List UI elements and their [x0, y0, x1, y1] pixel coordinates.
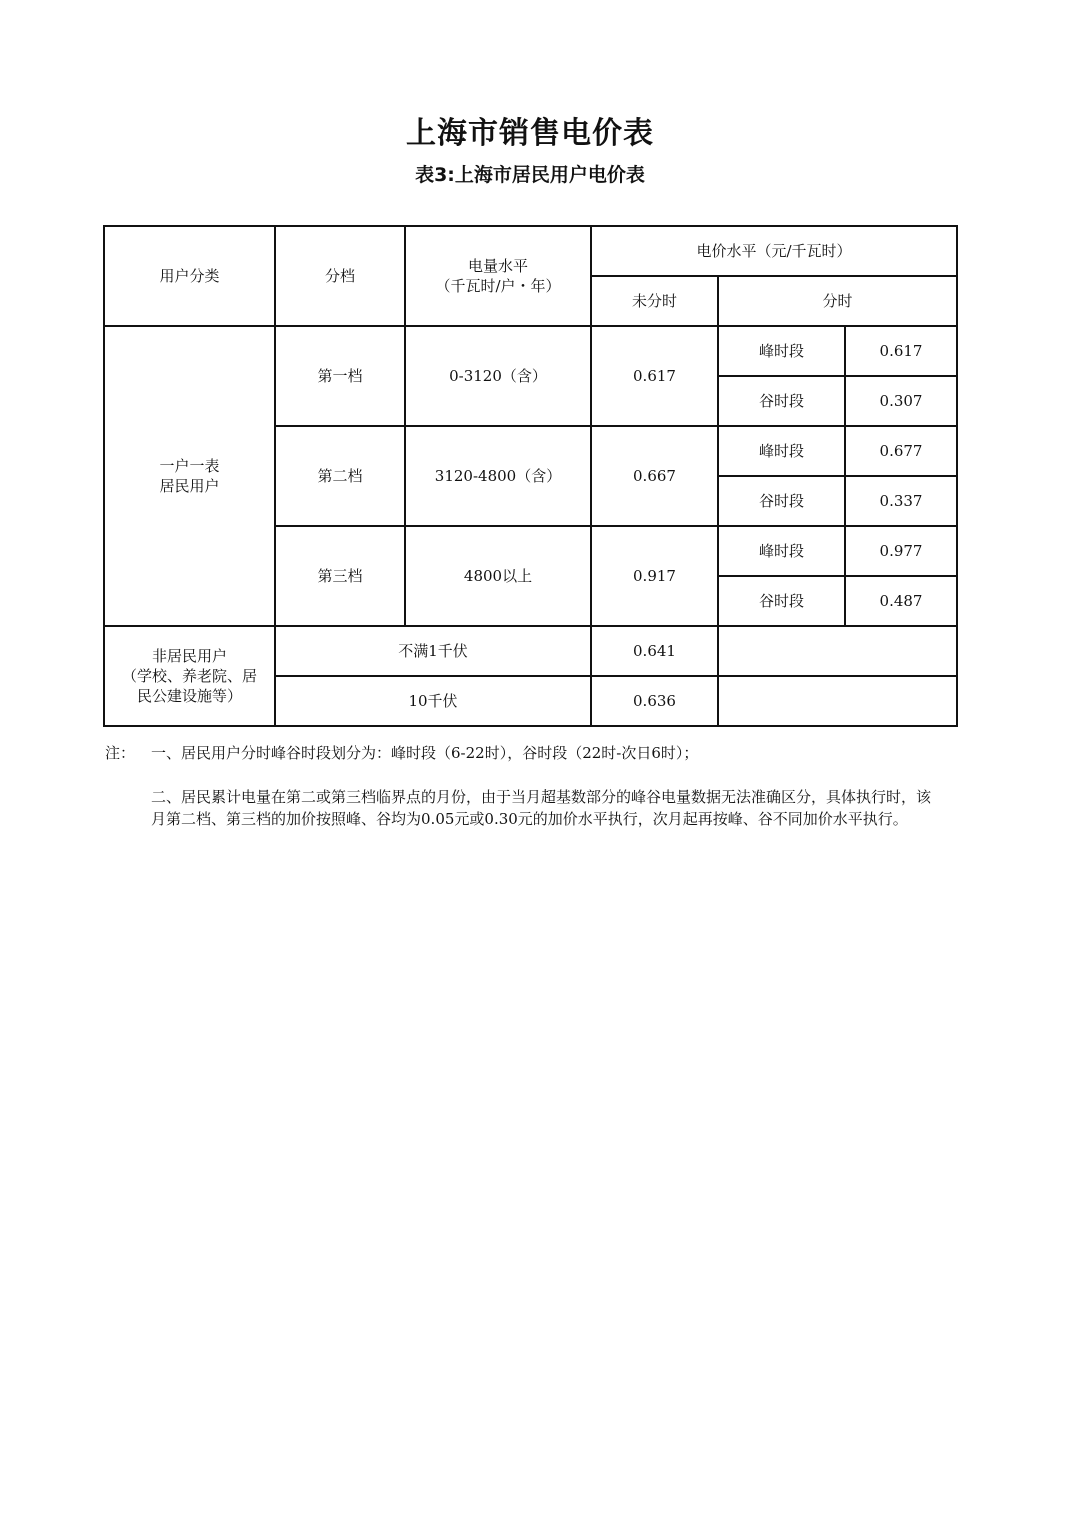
header-volume-line1: 电量水平: [467, 257, 528, 275]
capacity-label: 10千伏: [275, 676, 591, 726]
header-volume-line2: （千瓦时/户・年）: [435, 277, 561, 295]
tier-name: 第一档: [275, 326, 405, 426]
tier-name: 第三档: [275, 526, 405, 626]
empty-cell: [718, 626, 957, 676]
table-row: [104, 326, 957, 376]
tier-name: 第二档: [275, 426, 405, 526]
tier-flat-price: 0.667: [591, 426, 718, 526]
price-table: [103, 225, 958, 727]
header-non-tou: 未分时: [591, 276, 718, 326]
capacity-label: 不满1千伏: [275, 626, 591, 676]
tier-flat-price: 0.617: [591, 326, 718, 426]
header-tou: 分时: [718, 276, 957, 326]
valley-label: 谷时段: [718, 376, 845, 426]
peak-label: 峰时段: [718, 426, 845, 476]
valley-price: 0.337: [845, 476, 957, 526]
header-volume: [405, 226, 591, 326]
non-residential-category: [104, 626, 275, 726]
tier-range: 4800以上: [405, 526, 591, 626]
header-tier: 分档: [275, 226, 405, 326]
peak-price: 0.677: [845, 426, 957, 476]
tier-range: 3120-4800（含）: [405, 426, 591, 526]
note-1: [105, 742, 945, 764]
capacity-price: 0.636: [591, 676, 718, 726]
tier-range: 0-3120（含）: [405, 326, 591, 426]
notes-prefix: 注：: [105, 744, 136, 762]
peak-price: 0.617: [845, 326, 957, 376]
residential-category: [104, 326, 275, 626]
valley-price: 0.487: [845, 576, 957, 626]
peak-label: 峰时段: [718, 526, 845, 576]
residential-label-line1: 一户一表: [159, 457, 220, 475]
valley-price: 0.307: [845, 376, 957, 426]
non-residential-label-line1: 非居民用户: [151, 647, 227, 665]
note-1-text: 一、居民用户分时峰谷时段划分为：峰时段（6-22时），谷时段（22时-次日6时）；: [151, 744, 699, 762]
table-row: [104, 626, 957, 676]
notes-section: [105, 742, 945, 830]
peak-label: 峰时段: [718, 326, 845, 376]
tier-flat-price: 0.917: [591, 526, 718, 626]
valley-label: 谷时段: [718, 476, 845, 526]
residential-label-line2: 居民用户: [159, 477, 220, 495]
header-category: 用户分类: [104, 226, 275, 326]
empty-cell: [718, 676, 957, 726]
note-2: 二、居民累计电量在第二或第三档临界点的月份，由于当月超基数部分的峰谷电量数据无法准确区分，具体执行时，该月第二档、第三档的加价按照峰、谷均为0.05元或0.30元的加价水平执行，次月起再按峰、谷不同加价水平执行。: [151, 788, 932, 828]
non-residential-label-line3: 民公建设施等）: [136, 687, 242, 705]
capacity-price: 0.641: [591, 626, 718, 676]
header-price-level: 电价水平（元/千瓦时）: [591, 226, 957, 276]
page-title: 上海市销售电价表: [406, 116, 654, 151]
peak-price: 0.977: [845, 526, 957, 576]
non-residential-label-line2: （学校、养老院、居: [121, 667, 257, 685]
header-row: [104, 226, 957, 276]
table-subtitle: 表3:上海市居民用户电价表: [415, 164, 645, 186]
valley-label: 谷时段: [718, 576, 845, 626]
